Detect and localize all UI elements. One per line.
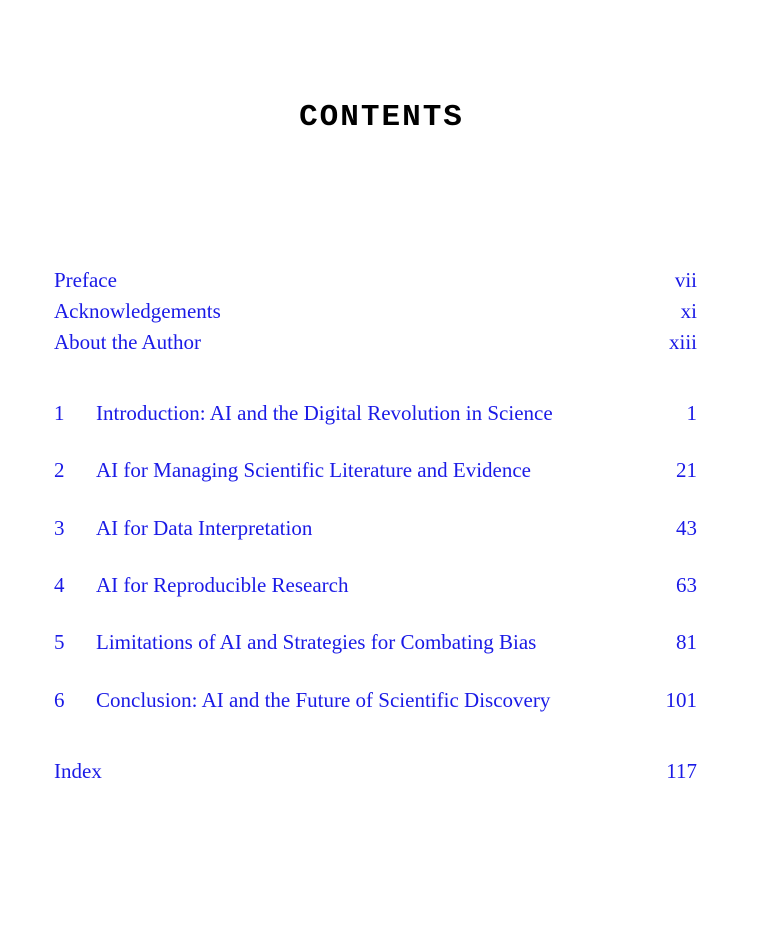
chapter-page[interactable]: 21 [676, 458, 697, 482]
toc-entry-page[interactable]: 117 [666, 759, 697, 783]
toc-chapter-2[interactable] [54, 456, 697, 484]
chapter-title[interactable]: Limitations of AI and Strategies for Combating Bias [96, 630, 537, 654]
chapter-number[interactable]: 2 [54, 458, 65, 482]
chapter-number[interactable]: 1 [54, 401, 65, 425]
chapter-page[interactable]: 81 [676, 630, 697, 654]
chapter-number[interactable]: 5 [54, 630, 65, 654]
chapter-number[interactable]: 4 [54, 573, 65, 597]
chapter-number[interactable]: 6 [54, 688, 65, 712]
toc-entry-label[interactable]: Acknowledgements [54, 299, 221, 323]
chapter-title[interactable]: Introduction: AI and the Digital Revolution in Science [96, 401, 553, 425]
toc-entry-page[interactable]: xiii [668, 330, 697, 354]
toc-chapter-5[interactable] [54, 628, 697, 656]
chapter-page[interactable]: 101 [665, 688, 697, 712]
toc-chapter-3[interactable] [54, 514, 697, 542]
chapter-page[interactable]: 63 [676, 573, 697, 597]
toc-entry-acknowledgements[interactable] [54, 297, 697, 325]
toc-entry-label[interactable]: About the Author [54, 330, 201, 354]
chapter-page[interactable]: 1 [686, 401, 697, 425]
chapter-title[interactable]: AI for Data Interpretation [96, 516, 313, 540]
chapter-title[interactable]: Conclusion: AI and the Future of Scientific Discovery [96, 688, 551, 712]
toc-entry-page[interactable]: vii [674, 268, 697, 292]
toc-entry-about-the-author[interactable] [54, 328, 697, 356]
toc-chapter-1[interactable] [54, 399, 697, 427]
toc-entry-label[interactable]: Index [54, 759, 102, 783]
toc-entry-label[interactable]: Preface [54, 268, 117, 292]
chapter-title[interactable]: AI for Reproducible Research [96, 573, 349, 597]
page-title: CONTENTS [299, 100, 464, 135]
toc-chapter-6[interactable] [54, 686, 697, 714]
toc-entry-index[interactable] [54, 757, 697, 785]
chapter-page[interactable]: 43 [676, 516, 697, 540]
toc-entry-page[interactable]: xi [680, 299, 697, 323]
chapter-number[interactable]: 3 [54, 516, 65, 540]
toc-chapter-4[interactable] [54, 571, 697, 599]
chapter-title[interactable]: AI for Managing Scientific Literature and Evidence [96, 458, 531, 482]
toc-entry-preface[interactable] [54, 266, 697, 294]
